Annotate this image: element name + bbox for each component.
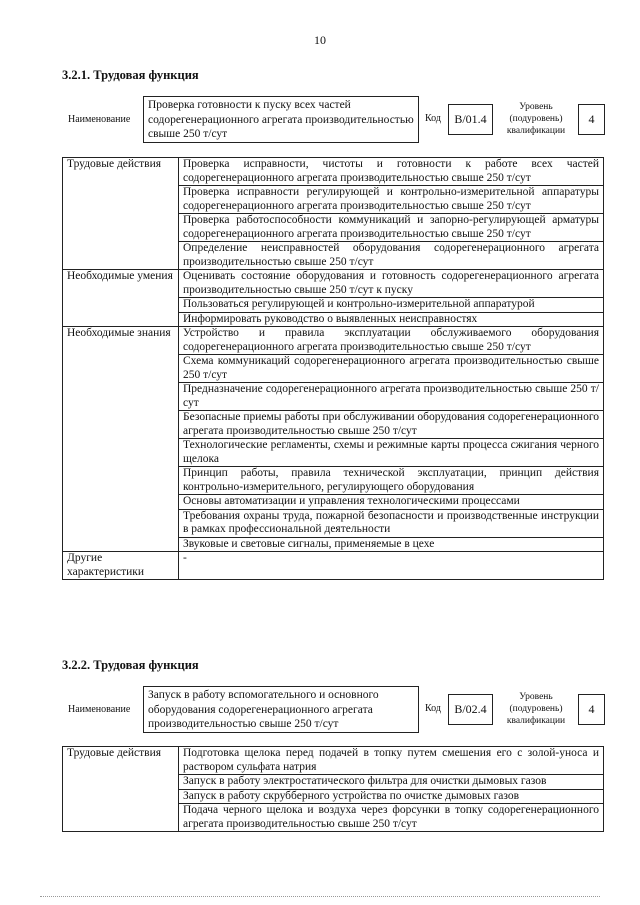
- row-category: Необходимые умения: [63, 270, 179, 327]
- code-box: B/01.4: [448, 104, 493, 135]
- row-item: Пользоваться регулирующей и контрольно-измерительной аппаратурой: [179, 298, 604, 313]
- level-box: 4: [578, 694, 605, 725]
- name-label: Наименование: [68, 114, 131, 125]
- table-row: [63, 747, 604, 775]
- section-heading: 3.2.1. Трудовая функция: [62, 68, 199, 82]
- row-item: Оценивать состояние оборудования и готовность содорегенерационного агрегата производительностью свыше 250 т/сут к пуску: [179, 270, 604, 298]
- section-heading: 3.2.2. Трудовая функция: [62, 658, 199, 672]
- function-table: [62, 746, 604, 832]
- level-label: Уровень (подуровень) квалификации: [506, 692, 566, 726]
- row-item: Устройство и правила эксплуатации обслуживаемого оборудования содорегенерационного агрегата производительностью свыше 250 т/сут: [179, 327, 604, 355]
- row-item: Информировать руководство о выявленных неисправностях: [179, 312, 604, 327]
- row-item: Запуск в работу электростатического фильтра для очистки дымовых газов: [179, 775, 604, 790]
- row-item: Подача черного щелока и воздуха через форсунки в топку содорегенерационного агрегата производительностью свыше 250 т/сут: [179, 804, 604, 832]
- code-label: Код: [425, 703, 441, 714]
- level-box: 4: [578, 104, 605, 135]
- footer-line: [40, 896, 600, 897]
- row-item: -: [179, 552, 604, 580]
- row-item: Проверка исправности регулирующей и контрольно-измерительной аппаратуры содорегенерационного агрегата производительностью свыше 250 т/сут: [179, 186, 604, 214]
- row-item: Проверка работоспособности коммуникаций и запорно-регулирующей арматуры содорегенерационного агрегата производительностью свыше 250 т/сут: [179, 214, 604, 242]
- function-name-box: Запуск в работу вспомогательного и основного оборудования содорегенерационного агрегата производительностью свыше 250 т/сут: [143, 686, 419, 733]
- row-item: Основы автоматизации и управления технологическими процессами: [179, 495, 604, 510]
- row-item: Проверка исправности, чистоты и готовности к работе всех частей содорегенерационного агрегата производительностью свыше 250 т/сут: [179, 158, 604, 186]
- row-item: Безопасные приемы работы при обслуживании оборудования содорегенерационного агрегата производительностью свыше 250 т/сут: [179, 411, 604, 439]
- page-number: 10: [314, 33, 326, 47]
- row-item: Технологические регламенты, схемы и режимные карты процесса сжигания черного щелока: [179, 439, 604, 467]
- table-row: [63, 270, 604, 298]
- row-item: Подготовка щелока перед подачей в топку путем смешения его с золой-уноса и раствором сульфата натрия: [179, 747, 604, 775]
- code-box: B/02.4: [448, 694, 493, 725]
- level-label: Уровень (подуровень) квалификации: [506, 102, 566, 136]
- row-item: Схема коммуникаций содорегенерационного агрегата производительностью свыше 250 т/сут: [179, 355, 604, 383]
- table-row: [63, 158, 604, 186]
- code-label: Код: [425, 113, 441, 124]
- row-item: Запуск в работу скрубберного устройства по очистке дымовых газов: [179, 789, 604, 804]
- function-name-box: Проверка готовности к пуску всех частей содорегенерационного агрегата производительностью свыше 250 т/сут: [143, 96, 419, 143]
- row-item: Принцип работы, правила технической эксплуатации, принцип действия контрольно-измерительного, регулирующего оборудования: [179, 467, 604, 495]
- row-category: Трудовые действия: [63, 747, 179, 832]
- name-label: Наименование: [68, 704, 131, 715]
- table-row: [63, 327, 604, 355]
- function-table: [62, 157, 604, 580]
- row-item: Требования охраны труда, пожарной безопасности и производственные инструкции в рамках профессиональной деятельности: [179, 509, 604, 537]
- row-category: Трудовые действия: [63, 158, 179, 270]
- row-category: Необходимые знания: [63, 327, 179, 552]
- row-category: Другие характеристики: [63, 552, 179, 580]
- table-row: [63, 552, 604, 580]
- row-item: Звуковые и световые сигналы, применяемые в цехе: [179, 537, 604, 552]
- row-item: Предназначение содорегенерационного агрегата производительностью свыше 250 т/сут: [179, 383, 604, 411]
- row-item: Определение неисправностей оборудования содорегенерационного агрегата производительностью свыше 250 т/сут: [179, 242, 604, 270]
